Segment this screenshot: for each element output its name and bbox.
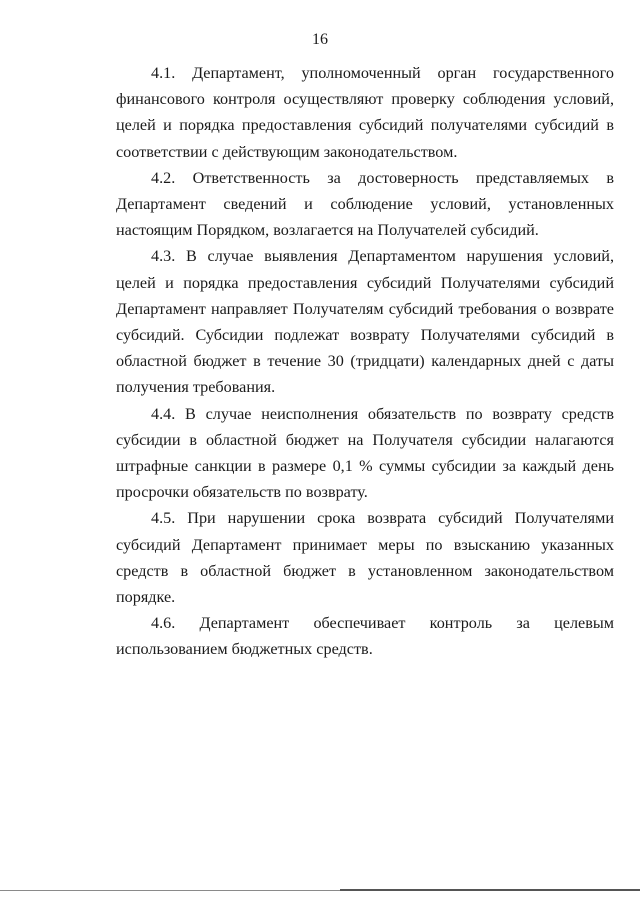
page-number: 16 — [312, 31, 328, 48]
paragraph-4-6: 4.6. Департамент обеспечивает контроль за целевым использованием бюджетных средств. — [116, 614, 614, 659]
paragraph-4-1: 4.1. Департамент, уполномоченный орган государственного финансового контроля осуществляют проверку соблюдения условий, целей и порядка предоставления субсидий получателями субсидий в соответствии с действующим законодательством. — [116, 64, 614, 161]
paragraph-4-4: 4.4. В случае неисполнения обязательств по возврату средств субсидии в областной бюджет на Получателя субсидии налагаются штрафные санкции в размере 0,1 % суммы субсидии за каждый день просрочки обязательств по возврату. — [116, 404, 614, 502]
paragraph-4-3: 4.3. В случае выявления Департаментом нарушения условий, целей и порядка предоставления субсидий Получателями субсидий Департамент направляет Получателям субсидий требования о возврате субсидий. Субсидии подлежат возврату Получателями субсидий в областной бюджет в течение 30 (тридцати) календарных дней с даты получения требования. — [116, 247, 614, 397]
document-body — [116, 60, 614, 663]
paragraph-4-2: 4.2. Ответственность за достоверность представляемых в Департамент сведений и соблюдение условий, установленных настоящим Порядком, возлагается на Получателей субсидий. — [116, 168, 614, 240]
page-bottom-edge-shadow — [340, 889, 640, 891]
paragraph-4-5: 4.5. При нарушении срока возврата субсидий Получателями субсидий Департамент принимает меры по взысканию указанных средств в областной бюджет в установленном законодательством порядке. — [116, 509, 614, 607]
